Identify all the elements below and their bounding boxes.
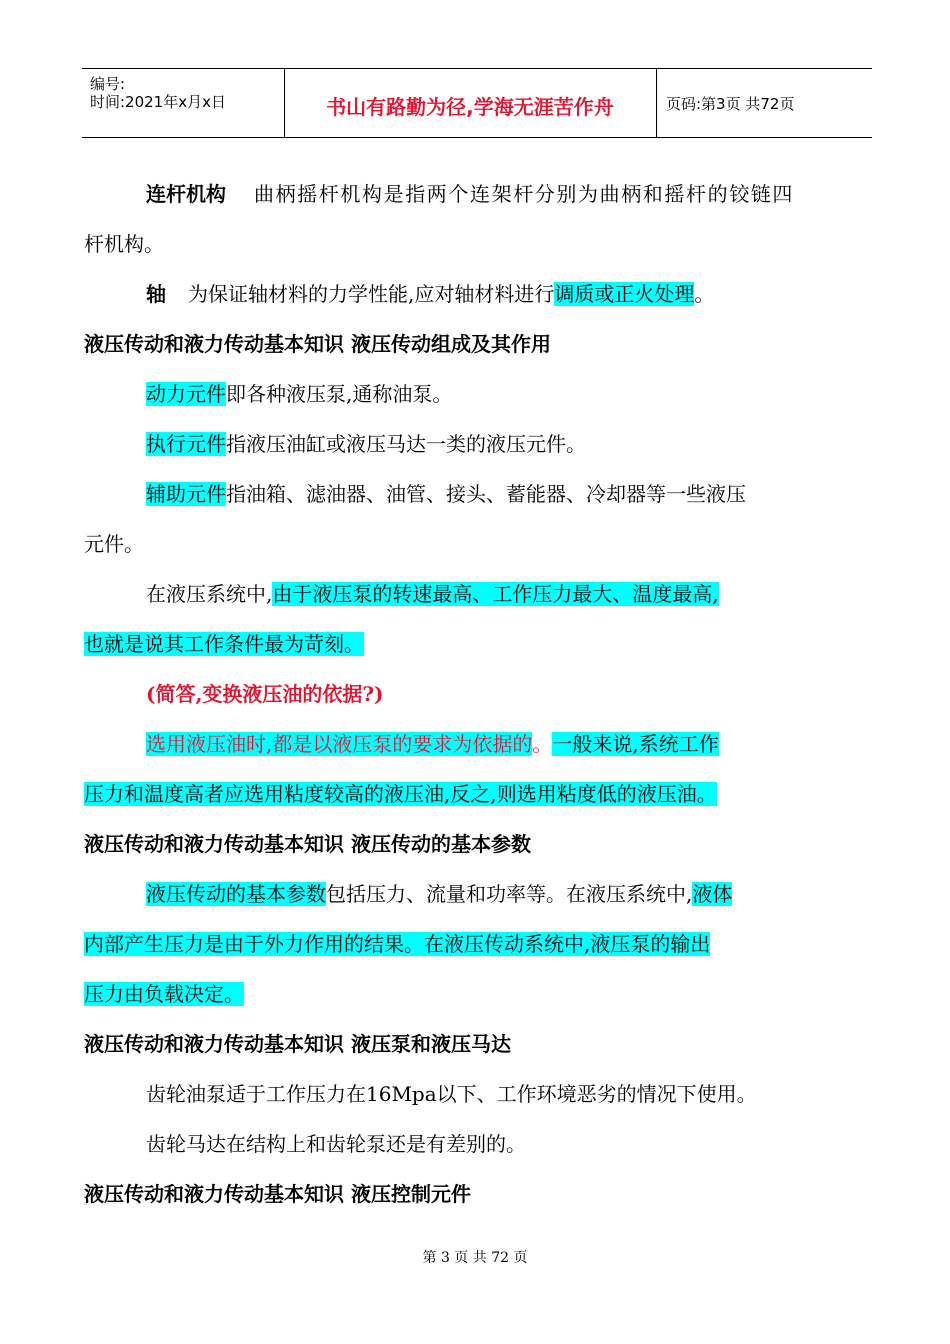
- header-motto: 书山有路勤为径,学海无涯苦作舟: [326, 95, 614, 119]
- paragraph-aux: [146, 479, 746, 509]
- power-text: 即各种液压泵,通称油泵。: [226, 382, 453, 406]
- system-highlight: 由于液压泵的转速最高、工作压力最大、温度最高,: [272, 582, 719, 606]
- paragraph-gear-motor: 齿轮马达在结构上和齿轮泵还是有差别的。: [146, 1132, 526, 1156]
- answer-highlight: 一般来说,系统工作: [552, 732, 719, 756]
- paragraph-system: [146, 579, 719, 609]
- paragraph-power: [146, 379, 452, 409]
- paragraph-aux-cont: 元件。: [84, 532, 144, 556]
- section-heading: 液压传动和液力传动基本知识 液压传动组成及其作用: [84, 332, 551, 356]
- paragraph-params: [146, 879, 732, 909]
- answer-highlight-red: 选用液压油时,都是以液压泵的要求为依据的: [146, 732, 533, 756]
- term-aux: 辅助元件: [146, 482, 226, 506]
- shaft-highlight: 调质或正火处理: [554, 282, 695, 306]
- document-time-label: 时间:2021年x月x日: [90, 93, 226, 111]
- page-footer: 第 3 页 共 72 页: [422, 1250, 528, 1266]
- document-number-label: 编号:: [90, 75, 126, 93]
- params-text: 包括压力、流量和功率等。在液压系统中,: [326, 882, 693, 906]
- system-text: 在液压系统中,: [146, 582, 273, 606]
- paragraph-gear-pump: 齿轮油泵适于工作压力在16Mpa以下、工作环境恶劣的情况下使用。: [146, 1082, 757, 1106]
- section-heading: 液压传动和液力传动基本知识 液压泵和液压马达: [84, 1032, 511, 1056]
- page-header: [82, 68, 872, 138]
- paragraph-params-cont: [84, 929, 710, 959]
- term-shaft: 轴: [146, 282, 166, 306]
- paragraph-answer-cont: [84, 779, 717, 809]
- paragraph-params-cont2: [84, 979, 244, 1009]
- shaft-text: 为保证轴材料的力学性能,应对轴材料进行: [188, 282, 555, 306]
- header-page-number: 页码:第3页 共72页: [666, 95, 795, 113]
- term-power: 动力元件: [146, 382, 226, 406]
- section-heading: 液压传动和液力传动基本知识 液压控制元件: [84, 1182, 471, 1206]
- paragraph-linkage-cont: 杆机构。: [84, 232, 164, 256]
- paragraph-shaft: [146, 279, 714, 309]
- params-highlight-cont2: 压力由负载决定。: [84, 982, 244, 1006]
- term-params: 液压传动的基本参数: [146, 882, 326, 906]
- paragraph-exec: [146, 429, 586, 459]
- exec-text: 指液压油缸或液压马达一类的液压元件。: [226, 432, 586, 456]
- linkage-text: 曲柄摇杆机构是指两个连架杆分别为曲柄和摇杆的铰链四: [254, 182, 794, 206]
- term-exec: 执行元件: [146, 432, 226, 456]
- params-highlight-cont: 内部产生压力是由于外力作用的结果。在液压传动系统中,液压泵的输出: [84, 932, 711, 956]
- shaft-end: 。: [694, 282, 715, 306]
- aux-text: 指油箱、滤油器、油管、接头、蓄能器、冷却器等一些液压: [226, 482, 746, 506]
- system-highlight-cont: 也就是说其工作条件最为苛刻。: [84, 632, 364, 656]
- paragraph-answer: [146, 729, 719, 759]
- answer-highlight-cont: 压力和温度高者应选用粘度较高的液压油,反之,则选用粘度低的液压油。: [84, 782, 717, 806]
- paragraph-linkage: [146, 179, 794, 209]
- answer-mid: 。: [532, 732, 553, 756]
- paragraph-system-cont: [84, 629, 364, 659]
- header-divider: [656, 69, 657, 137]
- params-highlight: 液体: [692, 882, 733, 906]
- section-heading: 液压传动和液力传动基本知识 液压传动的基本参数: [84, 832, 531, 856]
- term-linkage: 连杆机构: [146, 182, 226, 206]
- question-text: (简答,变换液压油的依据?): [146, 682, 384, 706]
